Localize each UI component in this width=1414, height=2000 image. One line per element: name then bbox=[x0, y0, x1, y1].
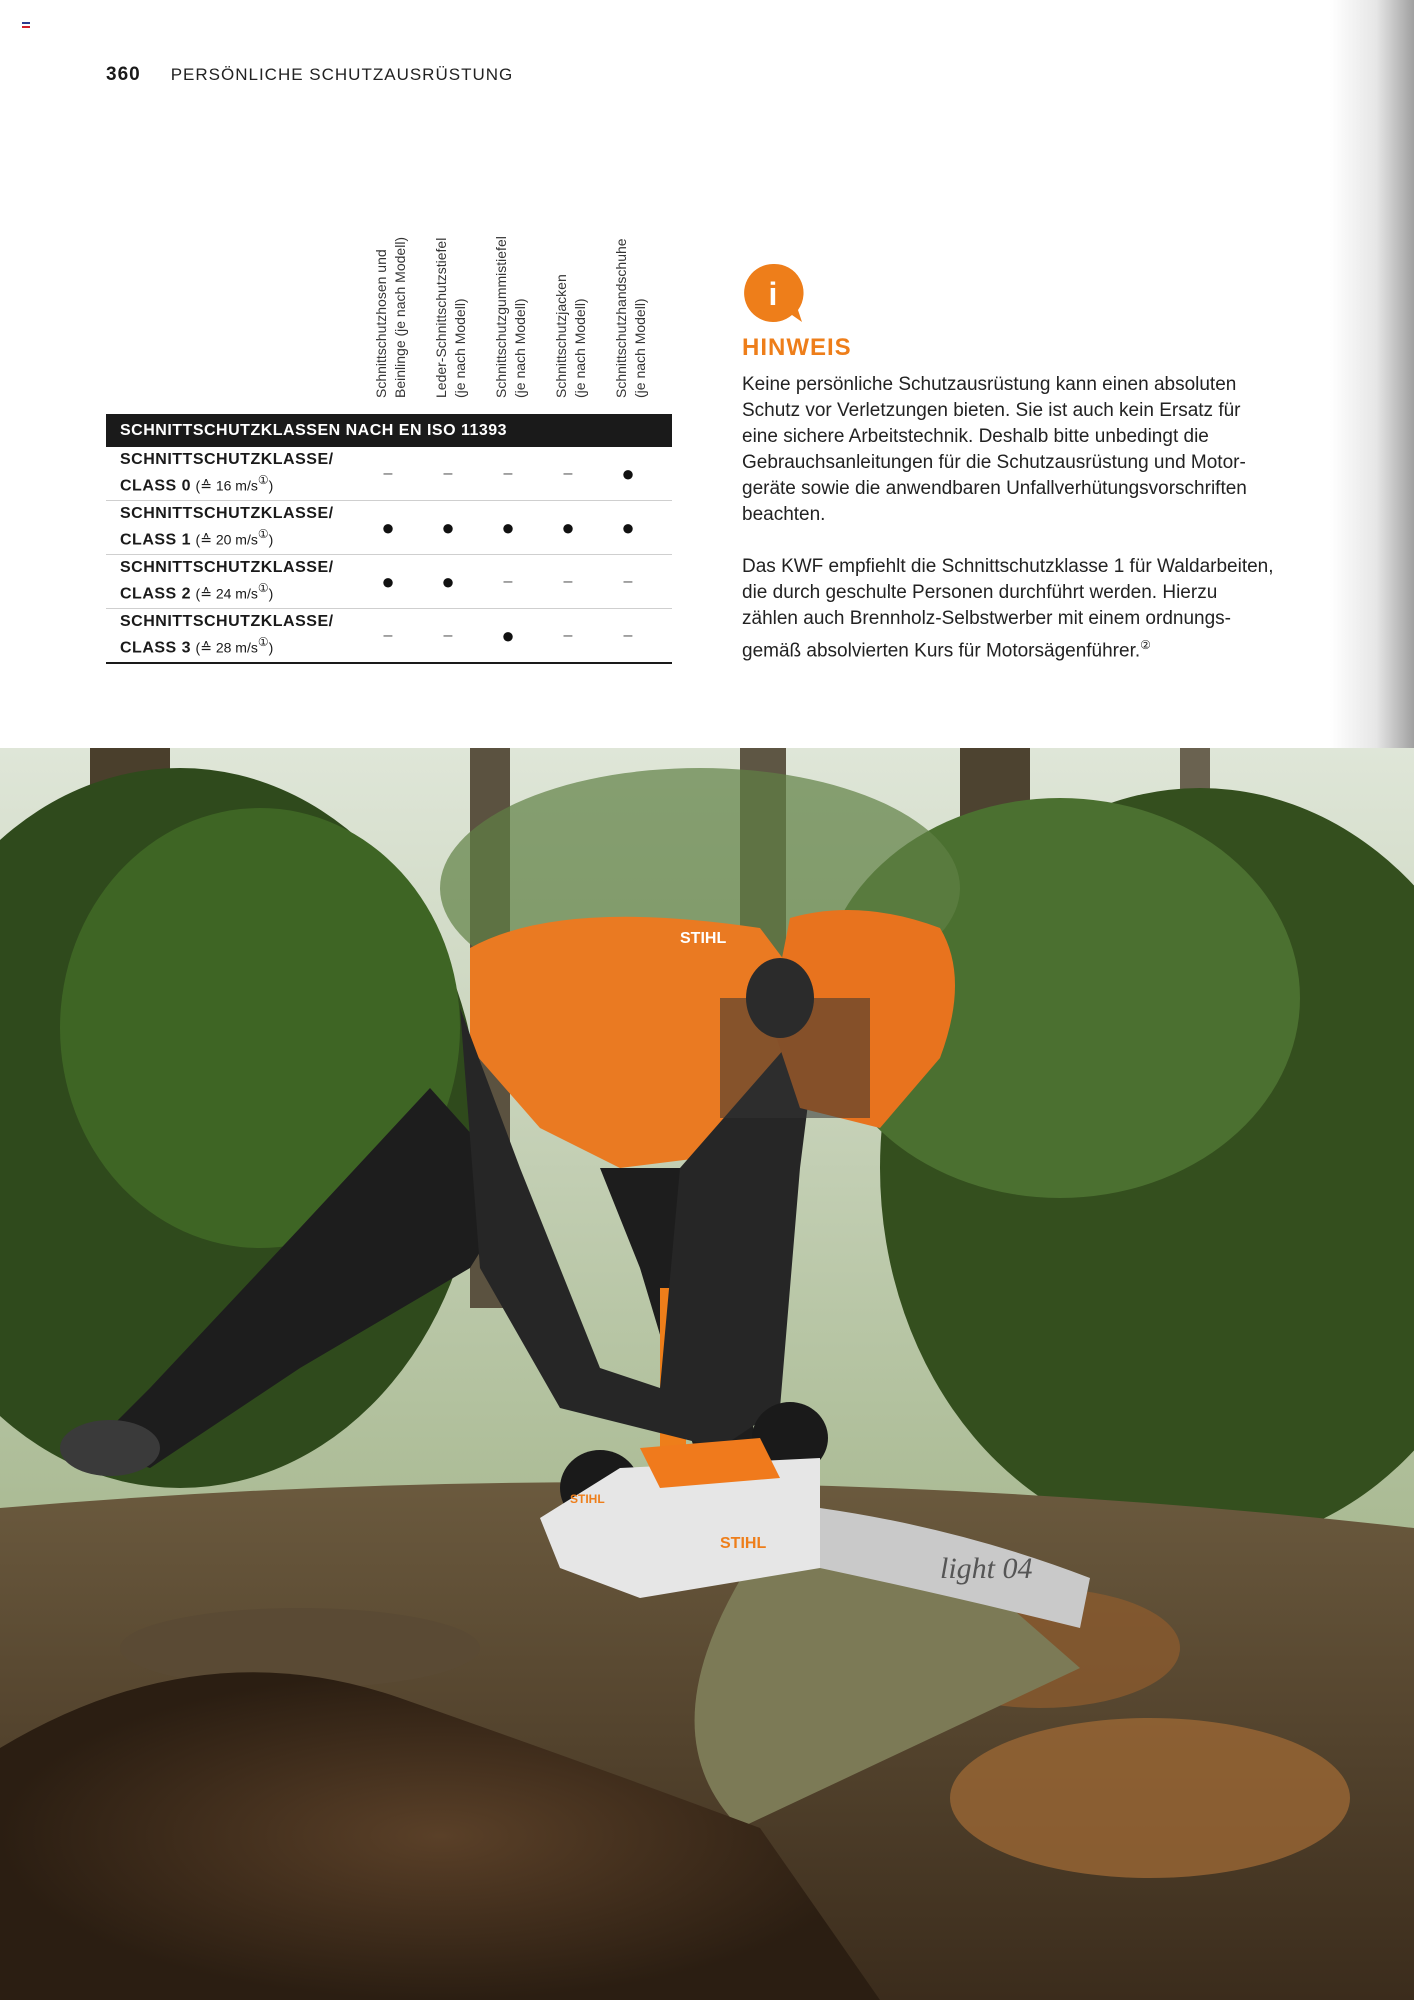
column-header-leather-boots bbox=[432, 188, 476, 398]
hint-line: zählen auch Brennholz-Selbstwerber mit einem ordnungs- bbox=[742, 608, 1231, 629]
row-label-line2 bbox=[120, 578, 370, 604]
footnote-marker: ① bbox=[257, 473, 269, 488]
row-cells bbox=[368, 609, 672, 662]
class-speed: (≙ 16 m/s bbox=[195, 477, 258, 494]
protection-class-table bbox=[106, 414, 672, 664]
row-cells bbox=[368, 447, 672, 500]
table-title: SCHNITTSCHUTZKLASSEN NACH EN ISO 11393 bbox=[106, 414, 672, 447]
check-dot: ● bbox=[381, 568, 395, 594]
hint-line: Schutz vor Verletzungen bieten. Sie ist auch kein Ersatz für bbox=[742, 400, 1241, 421]
row-label bbox=[106, 450, 370, 496]
column-header-gloves bbox=[612, 188, 656, 398]
row-label bbox=[106, 612, 370, 658]
jacket-brand-text: STIHL bbox=[680, 930, 727, 947]
hint-text bbox=[742, 372, 1322, 664]
row-label-line2 bbox=[120, 632, 370, 658]
row-label-line2 bbox=[120, 470, 370, 496]
saw-brand-text: STIHL bbox=[720, 1535, 767, 1552]
footnote-marker: ① bbox=[257, 635, 269, 650]
column-header-line: Schnittschutzgummistiefel bbox=[493, 236, 509, 398]
hint-line: eine sichere Arbeitstechnik. Deshalb bitte unbedingt die bbox=[742, 426, 1209, 447]
check-dot: ● bbox=[381, 514, 395, 540]
hint-line: Das KWF empfiehlt die Schnittschutzklasse 1 für Waldarbeiten, bbox=[742, 556, 1274, 577]
column-header-line: Schnittschutzjacken bbox=[553, 274, 569, 398]
row-label-line2 bbox=[120, 524, 370, 550]
table-column-headers bbox=[360, 190, 672, 400]
class-speed-close: ) bbox=[268, 477, 274, 494]
dash: – bbox=[383, 626, 393, 644]
dash: – bbox=[623, 626, 633, 644]
check-dot: ● bbox=[441, 514, 455, 540]
hint-line: Gebrauchsanleitungen für die Schutzausrüstung und Motor- bbox=[742, 452, 1246, 473]
hint-line bbox=[742, 632, 1322, 664]
dash: – bbox=[503, 464, 513, 482]
column-header-line: Leder-Schnittschutzstiefel bbox=[433, 237, 449, 398]
dash: – bbox=[443, 464, 453, 482]
hint-box bbox=[742, 262, 1322, 690]
row-label-line1: SCHNITTSCHUTZKLASSE/ bbox=[120, 451, 334, 469]
page-header bbox=[106, 64, 513, 86]
hint-line: beachten. bbox=[742, 504, 826, 525]
column-header-line: (je nach Modell) bbox=[452, 298, 468, 398]
check-dot: ● bbox=[501, 622, 515, 648]
footnote-marker: ① bbox=[257, 581, 269, 596]
hint-line: die durch geschulte Personen durchführt werden. Hierzu bbox=[742, 582, 1218, 603]
class-label: CLASS 2 bbox=[120, 585, 192, 603]
column-header-rubber-boots bbox=[492, 188, 536, 398]
class-speed: (≙ 24 m/s bbox=[195, 585, 258, 602]
class-label: CLASS 0 bbox=[120, 477, 192, 495]
check-dot: ● bbox=[621, 514, 635, 540]
info-icon bbox=[742, 262, 804, 324]
column-header-jackets bbox=[552, 188, 596, 398]
column-header-line: (je nach Modell) bbox=[572, 298, 588, 398]
column-header-cut-pants bbox=[372, 188, 416, 398]
check-dot: ● bbox=[561, 514, 575, 540]
table-row bbox=[106, 555, 672, 609]
class-label: CLASS 3 bbox=[120, 639, 192, 657]
page-edge-shadow bbox=[1330, 0, 1414, 748]
hint-line: geräte sowie die anwendbaren Unfallverhütungsvorschriften bbox=[742, 478, 1247, 499]
column-header-line: Beinlinge (je nach Modell) bbox=[392, 236, 408, 398]
hint-line-text: gemäß absolvierten Kurs für Motorsägenführer. bbox=[742, 640, 1141, 662]
row-cells bbox=[368, 501, 672, 554]
class-speed-close: ) bbox=[268, 585, 274, 602]
column-header-line: (je nach Modell) bbox=[512, 298, 528, 398]
column-header-line: Schnittschutzhosen und bbox=[373, 249, 389, 398]
dash: – bbox=[383, 464, 393, 482]
row-label bbox=[106, 504, 370, 550]
forestry-worker-photo bbox=[0, 748, 1414, 2000]
footnote-marker: ① bbox=[257, 527, 269, 542]
check-dot: ● bbox=[621, 460, 635, 486]
page-number: 360 bbox=[106, 64, 141, 85]
class-label: CLASS 1 bbox=[120, 531, 192, 549]
dash: – bbox=[503, 572, 513, 590]
dash: – bbox=[443, 626, 453, 644]
row-label-line1: SCHNITTSCHUTZKLASSE/ bbox=[120, 559, 334, 577]
column-header-line: (je nach Modell) bbox=[632, 298, 648, 398]
dash: – bbox=[563, 464, 573, 482]
row-cells bbox=[368, 555, 672, 608]
row-label-line1: SCHNITTSCHUTZKLASSE/ bbox=[120, 613, 334, 631]
check-dot: ● bbox=[441, 568, 455, 594]
class-speed-close: ) bbox=[268, 531, 274, 548]
flag-icon bbox=[22, 22, 30, 28]
table-row bbox=[106, 447, 672, 501]
hint-paragraph-1 bbox=[742, 372, 1322, 528]
bar-text: light 04 bbox=[940, 1552, 1033, 1585]
glove-brand-text: STIHL bbox=[570, 1492, 605, 1506]
hint-title: HINWEIS bbox=[742, 334, 852, 361]
class-speed: (≙ 20 m/s bbox=[195, 531, 258, 548]
dash: – bbox=[623, 572, 633, 590]
dash: – bbox=[563, 572, 573, 590]
table-row bbox=[106, 609, 672, 664]
dash: – bbox=[563, 626, 573, 644]
column-header-line: Schnittschutzhandschuhe bbox=[613, 238, 629, 398]
info-icon-letter: i bbox=[768, 276, 778, 312]
class-speed: (≙ 28 m/s bbox=[195, 639, 258, 656]
section-title: PERSÖNLICHE SCHUTZAUSRÜSTUNG bbox=[170, 65, 514, 84]
check-dot: ● bbox=[501, 514, 515, 540]
footnote-marker: ② bbox=[1140, 638, 1151, 652]
class-speed-close: ) bbox=[268, 639, 274, 656]
hint-paragraph-2 bbox=[742, 554, 1322, 664]
row-label-line1: SCHNITTSCHUTZKLASSE/ bbox=[120, 505, 334, 523]
row-label bbox=[106, 558, 370, 604]
table-row bbox=[106, 501, 672, 555]
hint-line: Keine persönliche Schutzausrüstung kann einen absoluten bbox=[742, 374, 1237, 395]
